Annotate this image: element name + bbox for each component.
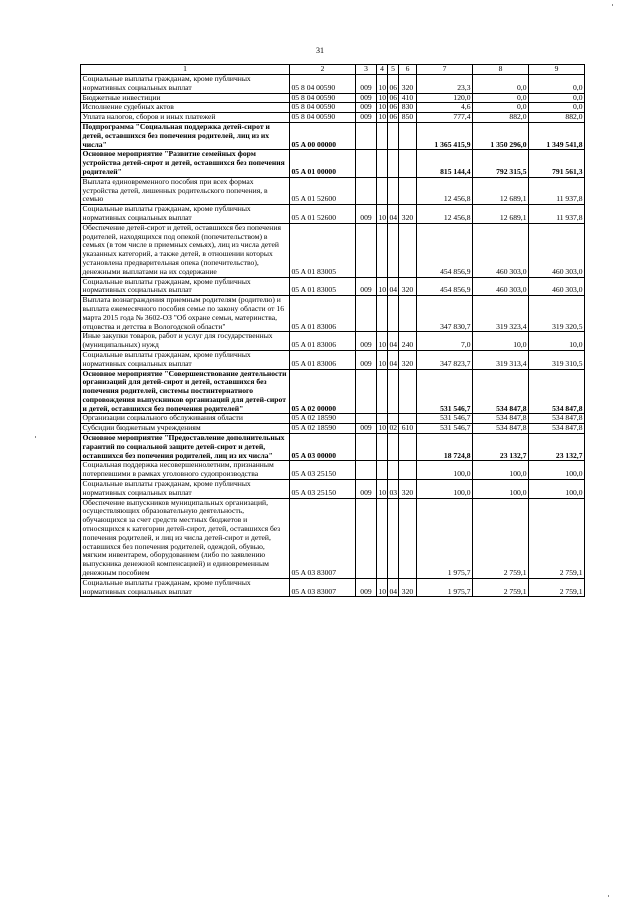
subsection-code: [388, 122, 399, 149]
subsection-code: 04: [388, 332, 399, 351]
subsection-code: 06: [389, 112, 398, 122]
table-row: [81, 122, 585, 149]
amount-year-2: 2 759,1: [473, 578, 529, 597]
subsection-code: [388, 434, 399, 461]
amount-year-1: 454 856,9: [417, 277, 473, 296]
target-article-code: 05 A 01 83006: [290, 332, 356, 351]
amount-year-2: 460 303,0: [473, 277, 529, 296]
row-name: Социальные выплаты гражданам, кроме публичных нормативных социальных выплат: [81, 205, 290, 224]
administrator-code: [356, 150, 377, 177]
table-row: [81, 75, 585, 94]
administrator-code: [356, 414, 377, 424]
amount-year-2: 12 689,1: [473, 205, 529, 224]
amount-year-3: 0,0: [529, 103, 585, 113]
expense-type-code: [399, 177, 417, 204]
administrator-code: [356, 223, 377, 277]
subsection-code: [388, 498, 399, 578]
column-number: 9: [529, 65, 585, 75]
amount-year-3: 11 937,8: [529, 205, 585, 224]
amount-year-1: 531 546,7: [417, 424, 473, 434]
amount-year-2: 534 847,8: [473, 424, 529, 434]
target-article-code: 05 A 03 83007: [290, 498, 356, 578]
table-row: [81, 205, 585, 224]
amount-year-3: 534 847,8: [529, 424, 585, 434]
column-number: 2: [290, 65, 356, 75]
amount-year-1: 120,0: [417, 93, 473, 103]
row-name: Основное мероприятие "Совершенствование деятельности организаций для детей-сирот и детей, оставшихся без попечения родителей, системы постинтернатного сопровождения выпускников организаций для детей-сирот и детей, оставшихся без попечения родителей": [81, 369, 290, 414]
row-name: Субсидии бюджетным учреждениям: [81, 424, 290, 434]
row-name: Социальные выплаты гражданам, кроме публичных нормативных социальных выплат: [81, 277, 290, 296]
expense-type-code: [399, 150, 417, 177]
expense-type-code: 320: [399, 578, 417, 597]
target-article-code: 05 A 03 00000: [290, 434, 356, 461]
administrator-code: [356, 177, 377, 204]
amount-year-1: 18 724,8: [417, 434, 473, 461]
expense-type-code: 320: [399, 277, 417, 296]
table-row: [81, 498, 585, 578]
subsection-code: 03: [388, 480, 399, 499]
administrator-code: 009: [356, 93, 377, 103]
administrator-code: 009: [356, 480, 377, 499]
subsection-code: [388, 369, 399, 414]
subsection-code: [388, 177, 399, 204]
column-number: 6: [399, 65, 417, 75]
section-code: 10: [377, 350, 388, 369]
subsection-code: [388, 296, 399, 332]
amount-year-3: 11 937,8: [529, 177, 585, 204]
section-code: [377, 177, 388, 204]
table-row: [81, 578, 585, 597]
administrator-code: 009: [356, 75, 377, 94]
expense-type-code: 320: [399, 350, 417, 369]
amount-year-3: 2 759,1: [529, 498, 585, 578]
table-row: [81, 103, 585, 113]
expense-type-code: [399, 369, 417, 414]
administrator-code: [356, 498, 377, 578]
target-article-code: 05 8 04 00590: [290, 93, 356, 103]
section-code: 10: [377, 332, 388, 351]
amount-year-1: 347 830,7: [417, 296, 473, 332]
column-number: 7: [417, 65, 473, 75]
table-row: [81, 332, 585, 351]
amount-year-3: 2 759,1: [529, 578, 585, 597]
row-name: Социальные выплаты гражданам, кроме публичных нормативных социальных выплат: [81, 578, 290, 597]
row-name: Бюджетные инвестиции: [81, 93, 290, 103]
amount-year-3: 319 310,5: [529, 350, 585, 369]
amount-year-1: 347 823,7: [417, 350, 473, 369]
row-name: Обеспечение детей-сирот и детей, оставшихся без попечения родителей, находящихся под опекой (попечительством) в семьях (в том числе в приемных семьях), лиц из числа детей указанных категорий, а также детей, в отношении которых установлена предварительная опека (попечительство), денежными выплатами на их содержание: [81, 223, 290, 277]
table-row: [81, 296, 585, 332]
amount-year-1: 531 546,7: [417, 369, 473, 414]
table-row: [81, 480, 585, 499]
section-code: 10: [378, 93, 387, 102]
section-code: [377, 122, 388, 149]
administrator-code: [356, 434, 377, 461]
scan-speck: [612, 4, 613, 6]
target-article-code: 05 A 02 00000: [290, 369, 356, 414]
table-row: [81, 177, 585, 204]
amount-year-1: 4,6: [417, 103, 473, 113]
table-row: [81, 424, 585, 434]
table-row: [81, 461, 585, 480]
section-code: [377, 296, 388, 332]
administrator-code: 009: [356, 332, 377, 351]
table-row: [81, 350, 585, 369]
administrator-code: 009: [356, 424, 377, 434]
amount-year-2: 319 313,4: [473, 350, 529, 369]
row-name: Социальные выплаты гражданам, кроме публичных нормативных социальных выплат: [81, 480, 290, 499]
table-row: [81, 277, 585, 296]
subsection-code: [388, 461, 399, 480]
administrator-code: [356, 461, 377, 480]
amount-year-2: 0,0: [473, 103, 529, 113]
amount-year-2: 534 847,8: [473, 414, 529, 424]
amount-year-2: 792 315,5: [473, 150, 529, 177]
target-article-code: 05 A 01 83005: [290, 223, 356, 277]
row-name: Выплата единовременного пособия при всех формах устройства детей, лишенных родительского попечения, в семью: [81, 177, 290, 204]
table-row: [81, 113, 585, 123]
administrator-code: 009: [356, 103, 377, 113]
expense-type-code: 240: [399, 332, 417, 351]
column-number: 3: [356, 65, 377, 75]
target-article-code: 05 8 04 00590: [290, 113, 356, 123]
amount-year-2: 10,0: [473, 332, 529, 351]
amount-year-1: 1 365 415,9: [417, 122, 473, 149]
administrator-code: 009: [356, 113, 377, 123]
target-article-code: 05 A 01 52600: [290, 205, 356, 224]
amount-year-1: 815 144,4: [417, 150, 473, 177]
expense-type-code: 410: [399, 93, 417, 103]
amount-year-3: 100,0: [529, 480, 585, 499]
target-article-code: 05 A 03 25150: [290, 461, 356, 480]
subsection-code: [388, 150, 399, 177]
subsection-code: 04: [388, 350, 399, 369]
expense-type-code: 320: [399, 205, 417, 224]
row-name: Обеспечение выпускников муниципальных организаций, осуществляющих образовательную деятельность, обучающихся за счет средств местных бюджетов и относящихся к категории детей-сирот, детей, оставшихся без попечения родителей, и лиц из числа детей-сирот и детей, оставшихся без попечения родителей, одеждой, обувью, мягким инвентарем, оборудованием (либо по заявлению выпускника денежной компенсацией) и единовременным денежным пособием: [81, 498, 290, 578]
section-code: 10: [377, 578, 388, 597]
target-article-code: 05 A 01 83005: [290, 277, 356, 296]
row-name: Выплата вознаграждения приемным родителям (родителю) и выплата ежемесячного пособия семье по закону области от 16 марта 2015 года № 3602-ОЗ "Об охране семьи, материнства, отцовства и детства в Вологодской области": [81, 296, 290, 332]
expense-type-code: [399, 223, 417, 277]
row-name: Исполнение судебных актов: [81, 103, 290, 113]
target-article-code: 05 A 02 18590: [290, 424, 356, 434]
section-code: 10: [377, 205, 388, 224]
section-code: 10: [377, 75, 388, 94]
amount-year-3: 791 561,3: [529, 150, 585, 177]
amount-year-1: 100,0: [417, 480, 473, 499]
administrator-code: [356, 369, 377, 414]
row-name: Подпрограмма "Социальная поддержка детей-сирот и детей, оставшихся без попечения родителей, лиц из их числа": [81, 122, 290, 149]
subsection-code: 06: [388, 75, 399, 94]
section-code: 10: [378, 423, 387, 433]
amount-year-3: 23 132,7: [529, 434, 585, 461]
amount-year-2: 23 132,7: [473, 434, 529, 461]
subsection-code: 04: [388, 277, 399, 296]
section-code: [377, 498, 388, 578]
amount-year-3: 319 320,5: [529, 296, 585, 332]
target-article-code: 05 A 01 00000: [290, 150, 356, 177]
column-number: 1: [81, 65, 290, 75]
section-code: [377, 461, 388, 480]
amount-year-1: 1 975,7: [417, 498, 473, 578]
expense-type-code: [399, 498, 417, 578]
row-name: Социальные выплаты гражданам, кроме публичных нормативных социальных выплат: [81, 350, 290, 369]
section-code: 10: [377, 480, 388, 499]
page-number: 31: [316, 46, 324, 55]
expense-type-code: 850: [399, 113, 417, 123]
amount-year-1: 7,0: [417, 332, 473, 351]
row-name: Социальная поддержка несовершеннолетним, признанным потерпевшими в рамках уголовного судопроизводства: [81, 461, 290, 480]
administrator-code: 009: [356, 277, 377, 296]
target-article-code: 05 A 01 83006: [290, 296, 356, 332]
expense-type-code: [399, 434, 417, 461]
row-name: Иные закупки товаров, работ и услуг для государственных (муниципальных) нужд: [81, 332, 290, 351]
row-name: Уплата налогов, сборов и иных платежей: [81, 113, 290, 123]
section-code: [377, 369, 388, 414]
administrator-code: 009: [356, 350, 377, 369]
subsection-code: 06: [389, 93, 398, 102]
amount-year-2: 2 759,1: [473, 498, 529, 578]
amount-year-2: 12 689,1: [473, 177, 529, 204]
administrator-code: 009: [356, 205, 377, 224]
expense-type-code: [399, 414, 417, 424]
table-row: [81, 414, 585, 424]
amount-year-2: 319 323,4: [473, 296, 529, 332]
amount-year-1: 12 456,8: [417, 205, 473, 224]
column-number-row: [81, 65, 585, 75]
amount-year-3: 534 847,8: [529, 369, 585, 414]
amount-year-2: 100,0: [473, 461, 529, 480]
amount-year-3: 0,0: [529, 75, 585, 94]
administrator-code: [356, 296, 377, 332]
table-row: [81, 369, 585, 414]
amount-year-1: 531 546,7: [417, 414, 473, 424]
amount-year-2: 882,0: [473, 113, 529, 123]
amount-year-1: 12 456,8: [417, 177, 473, 204]
budget-table: [80, 64, 585, 597]
amount-year-3: 100,0: [529, 461, 585, 480]
row-name: Организации социального обслуживания области: [81, 414, 290, 424]
amount-year-1: 100,0: [417, 461, 473, 480]
column-number: 4: [377, 65, 388, 75]
target-article-code: 05 A 01 52600: [290, 177, 356, 204]
amount-year-3: 1 349 541,8: [529, 122, 585, 149]
subsection-code: 06: [389, 102, 398, 112]
administrator-code: 009: [356, 578, 377, 597]
expense-type-code: [399, 122, 417, 149]
target-article-code: 05 8 04 00590: [290, 103, 356, 113]
scan-speck: [608, 895, 609, 897]
amount-year-2: 460 303,0: [473, 223, 529, 277]
amount-year-1: 454 856,9: [417, 223, 473, 277]
table-row: [81, 434, 585, 461]
target-article-code: 05 A 03 25150: [290, 480, 356, 499]
amount-year-2: 534 847,8: [473, 369, 529, 414]
table-row: [81, 93, 585, 103]
expense-type-code: 830: [399, 103, 417, 113]
amount-year-2: 0,0: [473, 75, 529, 94]
amount-year-3: 0,0: [529, 93, 585, 103]
table-row: [81, 223, 585, 277]
subsection-code: [388, 414, 399, 424]
section-code: 10: [377, 277, 388, 296]
expense-type-code: 320: [399, 480, 417, 499]
section-code: [377, 434, 388, 461]
section-code: [377, 223, 388, 277]
target-article-code: 05 A 02 18590: [290, 414, 356, 424]
section-code: [377, 150, 388, 177]
expense-type-code: [399, 296, 417, 332]
section-code: 10: [378, 112, 387, 122]
table-row: [81, 150, 585, 177]
expense-type-code: [399, 461, 417, 480]
scan-speck: [35, 436, 36, 438]
amount-year-2: 1 350 296,0: [473, 122, 529, 149]
row-name: Основное мероприятие "Развитие семейных форм устройства детей-сирот и детей, оставшихся без попечения родителей": [81, 150, 290, 177]
amount-year-3: 460 303,0: [529, 277, 585, 296]
table-body: [81, 75, 585, 597]
expense-type-code: 610: [399, 424, 417, 434]
amount-year-3: 10,0: [529, 332, 585, 351]
target-article-code: 05 A 03 83007: [290, 578, 356, 597]
section-code: 10: [378, 102, 387, 112]
column-number: 5: [388, 65, 399, 75]
target-article-code: 05 A 01 83006: [290, 350, 356, 369]
amount-year-3: 882,0: [529, 113, 585, 123]
target-article-code: 05 A 00 00000: [290, 122, 356, 149]
expense-type-code: 320: [399, 75, 417, 94]
section-code: [377, 414, 388, 424]
subsection-code: 02: [389, 423, 398, 433]
column-number: 8: [473, 65, 529, 75]
subsection-code: 04: [388, 578, 399, 597]
administrator-code: [356, 122, 377, 149]
row-name: Социальные выплаты гражданам, кроме публичных нормативных социальных выплат: [81, 75, 290, 94]
row-name: Основное мероприятие "Предоставление дополнительных гарантий по социальной защите детей-сирот и детей, оставшихся без попечения родителей, лиц из их числа": [81, 434, 290, 461]
amount-year-1: 23,3: [417, 75, 473, 94]
subsection-code: [388, 223, 399, 277]
subsection-code: 04: [388, 205, 399, 224]
amount-year-1: 1 975,7: [417, 578, 473, 597]
amount-year-2: 100,0: [473, 480, 529, 499]
amount-year-1: 777,4: [417, 113, 473, 123]
target-article-code: 05 8 04 00590: [290, 75, 356, 94]
amount-year-3: 534 847,8: [529, 414, 585, 424]
amount-year-2: 0,0: [473, 93, 529, 103]
amount-year-3: 460 303,0: [529, 223, 585, 277]
